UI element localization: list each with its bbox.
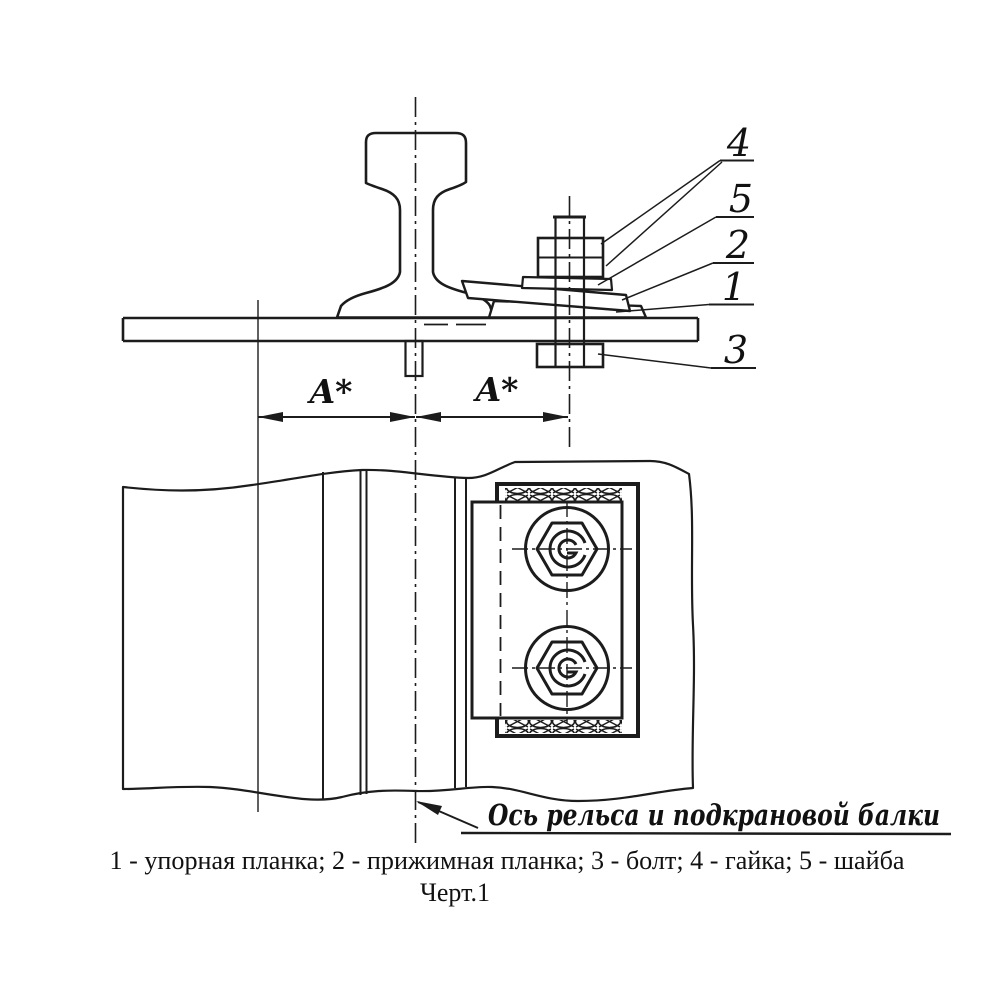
dimension-label-left: A*	[309, 372, 353, 411]
plan-view	[123, 461, 694, 801]
washer-section	[522, 277, 612, 290]
axis-note-text: Ось рельса и подкрановой балки	[488, 798, 940, 832]
leader-4a	[601, 161, 720, 245]
section-view	[123, 133, 698, 376]
callout-5: 5	[728, 177, 754, 221]
arrowhead-right	[543, 412, 568, 422]
callout-4: 4	[726, 121, 752, 165]
stud-under-plate	[406, 341, 423, 376]
callout-3: 3	[723, 328, 749, 372]
dimension-A-left	[258, 372, 415, 422]
leader-4b	[606, 162, 722, 266]
top-plate	[123, 318, 698, 341]
callout-2: 2	[725, 223, 751, 267]
hatch-strip-bottom	[505, 720, 622, 733]
callouts	[598, 121, 756, 372]
legend-caption: 1 - упорная планка; 2 - прижимная планка; 3 - болт; 4 - гайка; 5 - шайба	[109, 846, 905, 875]
dimension-label-right: A*	[475, 370, 519, 409]
leader-3	[598, 354, 711, 368]
axis-arrowhead	[416, 801, 442, 815]
hatch-strip-top	[505, 488, 622, 501]
leader-5	[598, 217, 716, 285]
arrowhead-left	[416, 412, 441, 422]
axis-note-underline	[461, 833, 951, 834]
dimension-A-right	[416, 370, 568, 422]
axis-annotation	[416, 798, 951, 834]
arrowhead-left	[258, 412, 283, 422]
arrowhead-right	[390, 412, 415, 422]
figure-label: Черт.1	[419, 878, 491, 907]
callout-1: 1	[721, 265, 747, 309]
leader-2	[622, 263, 713, 300]
